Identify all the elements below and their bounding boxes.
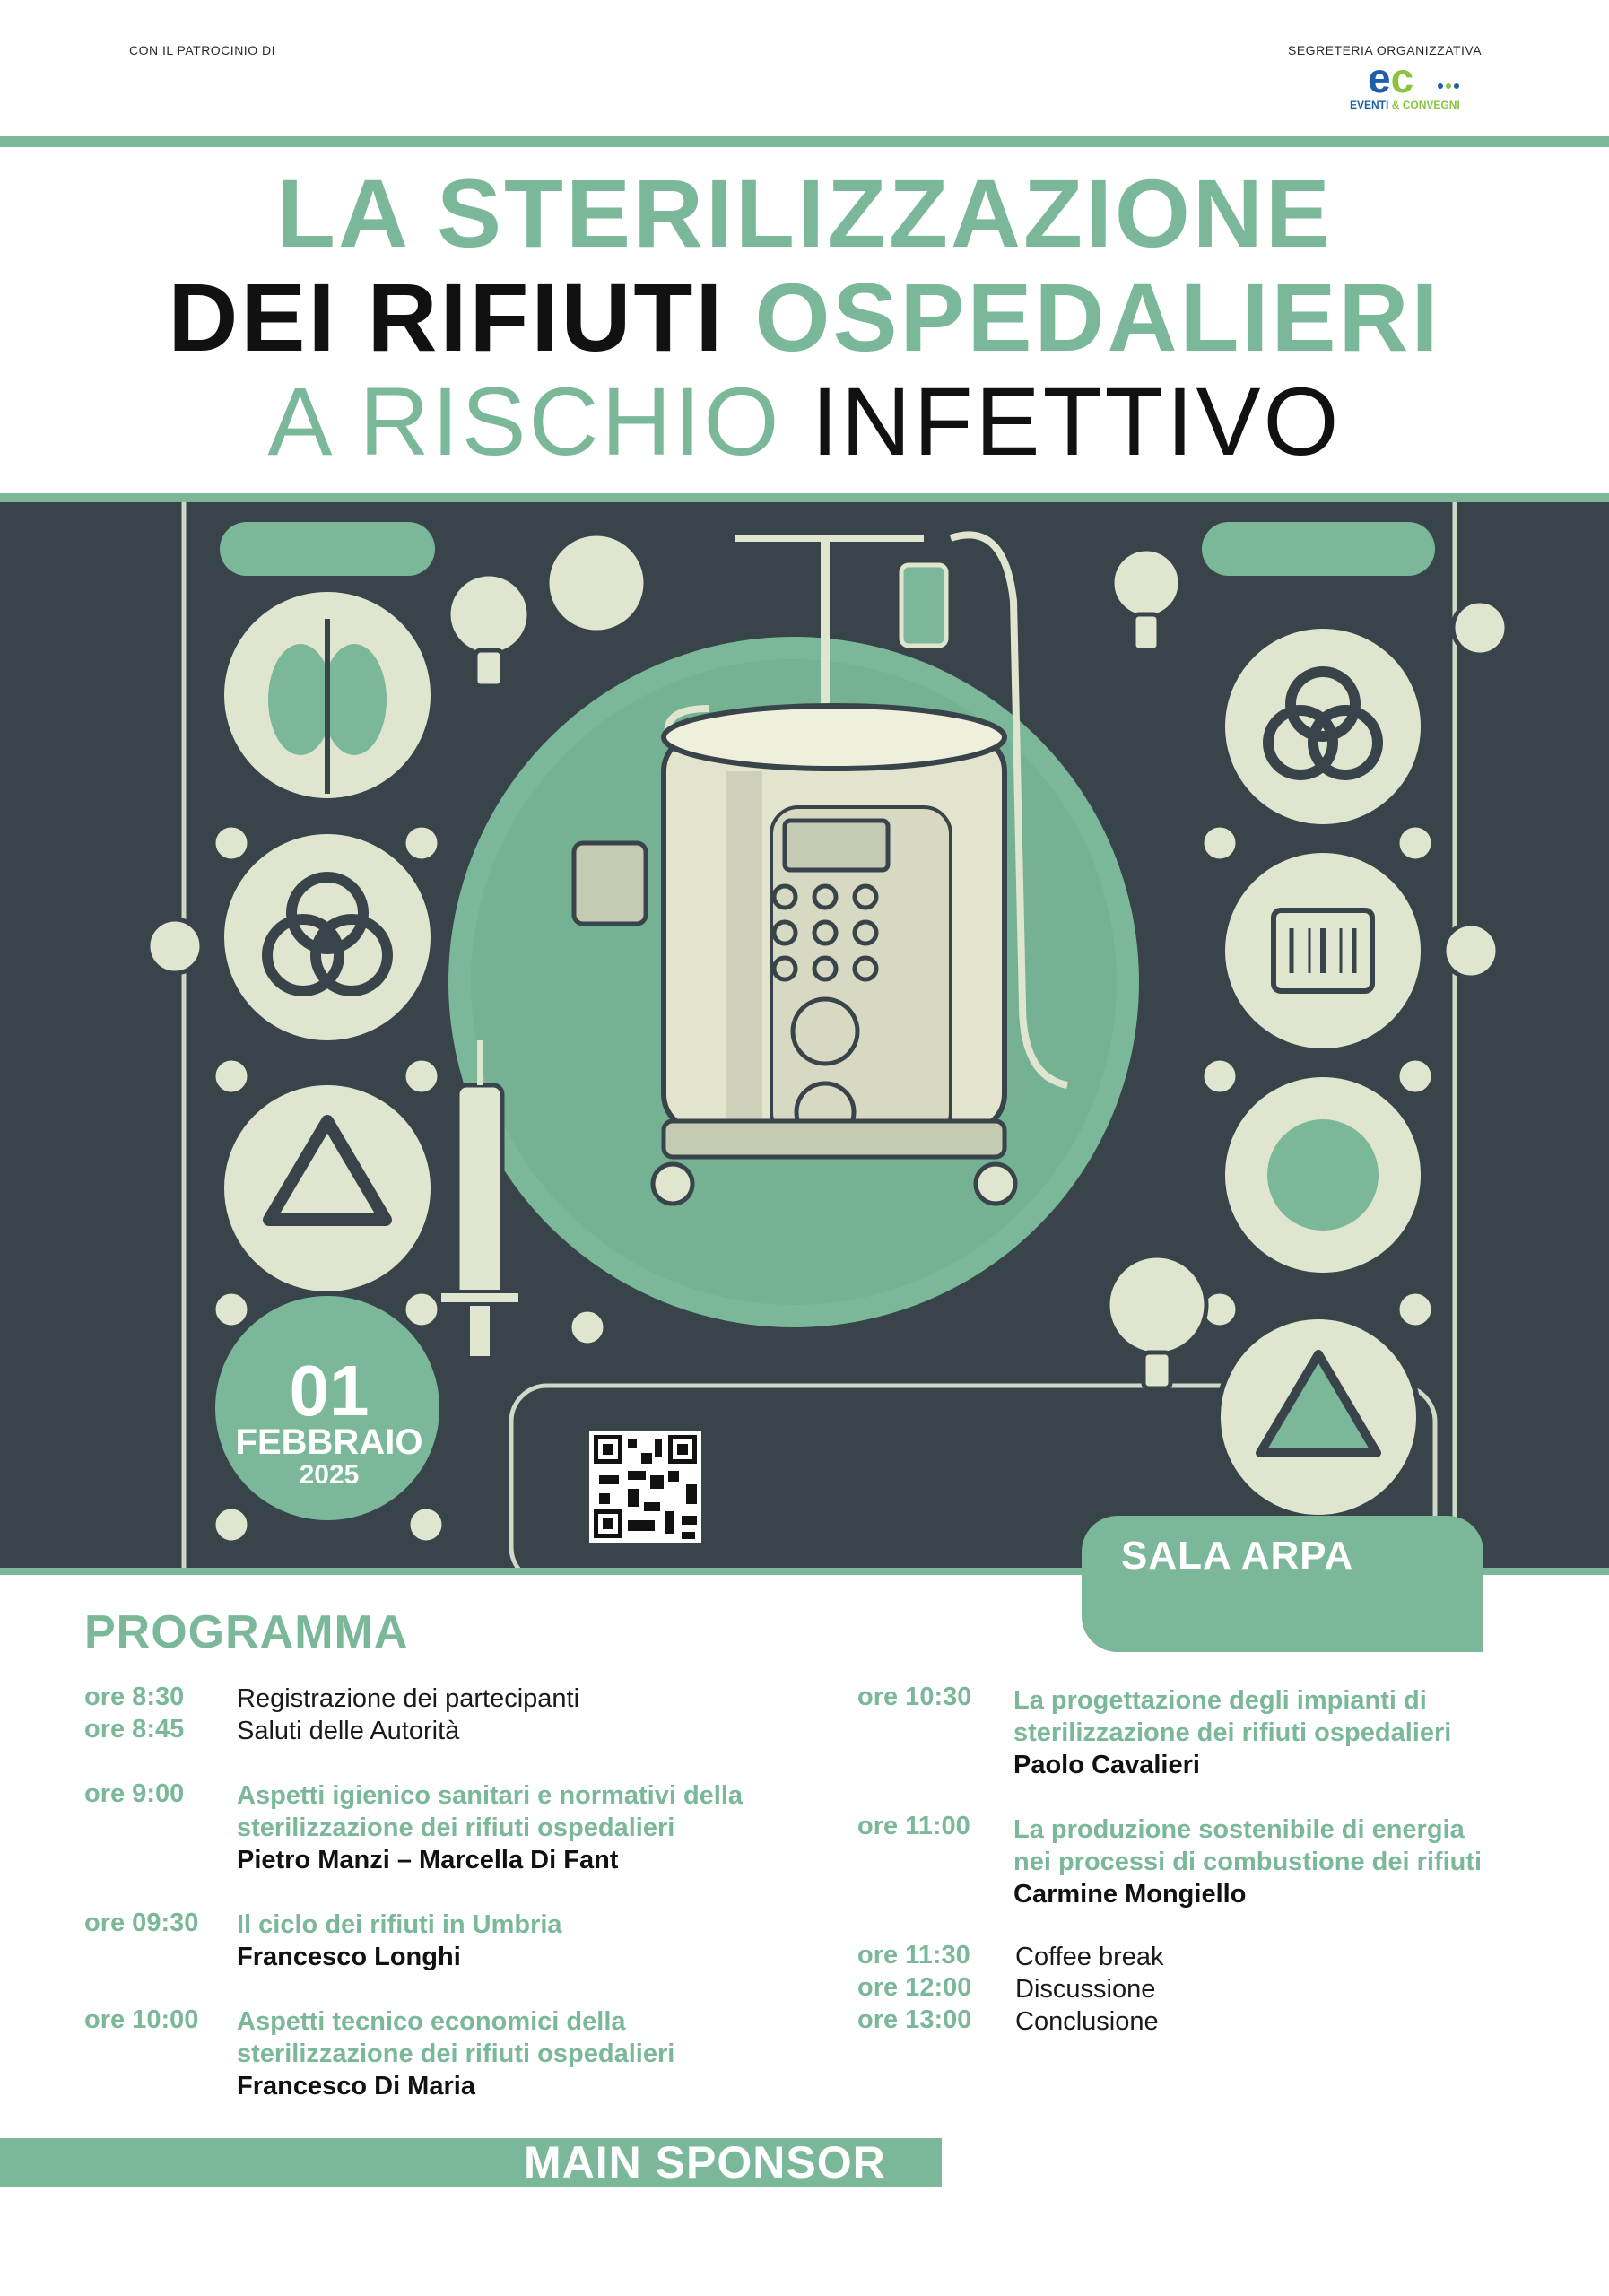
program-item: Coffee break [1015,1943,1164,1971]
logo-text-amp: & [1391,99,1400,111]
program-time: ore 11:30 [857,1941,970,1970]
logo-text-convegni: CONVEGNI [1402,99,1460,111]
venue-badge [1082,1516,1483,1652]
program-time: ore 9:00 [84,1779,185,1808]
program-item: Conclusione [1015,2007,1159,2036]
program-speaker: Pietro Manzi – Marcella Di Fant [237,1846,619,1874]
title-line-2-a: DEI RIFIUTI [168,263,726,371]
title-line-2-b: OSPEDALIERI [754,263,1441,371]
illustration-top-rule [0,493,1609,502]
program-time: ore 11:00 [857,1812,970,1840]
logo-dots-icon [1438,77,1462,93]
qr-code-icon [589,1431,701,1543]
title-line-2 [0,265,1609,370]
logo-mark-e: e [1368,55,1391,101]
event-month: FEBBRAIO [235,1422,423,1462]
logo-mark-c: c [1390,55,1414,101]
biohazard-medallion-icon [222,831,433,1043]
lungs-medallion-icon [222,589,433,801]
program-time: ore 8:45 [84,1715,185,1744]
event-year: 2025 [299,1460,360,1490]
title-line-3-a: A RISCHIO [267,367,782,475]
program-speaker: Carmine Mongiello [1013,1880,1247,1909]
title-line-3-b: INFETTIVO [811,367,1342,475]
program-heading: PROGRAMMA [84,1606,409,1658]
event-day: 01 [289,1351,370,1431]
program-speaker: Francesco Longhi [237,1943,461,1971]
program-time: ore 12:00 [857,1973,972,2002]
program-topic: sterilizzazione dei rifiuti ospedalieri [237,1813,675,1842]
program-topic: La produzione sostenibile di energia [1013,1815,1465,1844]
program-time: ore 10:30 [857,1683,972,1711]
face-medallion-icon [1222,1074,1423,1275]
program-time: ore 10:00 [84,2005,199,2034]
logo-mark [1368,57,1413,99]
biohazard-medallion-icon-right [1222,626,1423,827]
venue-label: SALA ARPA [1121,1534,1354,1578]
recycle-medallion-icon-right [1218,1317,1419,1518]
program-item: Registrazione dei partecipanti [237,1684,580,1713]
logo-wordmark [1350,99,1460,111]
title-line-3 [0,367,1609,475]
program-topic: Il ciclo dei rifiuti in Umbria [237,1910,562,1939]
program-item: Discussione [1015,1975,1156,2004]
program-time: ore 8:30 [84,1683,185,1711]
program-item: Saluti delle Autorità [237,1717,460,1745]
sponsor-label: MAIN SPONSOR [524,2137,886,2187]
title-line-1: LA STERILIZZAZIONE [276,159,1333,267]
program-speaker: Francesco Di Maria [237,2072,475,2100]
organizer-label: SEGRETERIA ORGANIZZATIVA [1288,43,1483,57]
top-rule [0,136,1609,147]
program-speaker: Paolo Cavalieri [1013,1751,1200,1779]
program-topic: nei processi di combustione dei rifiuti [1013,1848,1483,1876]
program-topic: Aspetti tecnico economici della [237,2007,626,2036]
patronage-label: CON IL PATROCINIO DI [129,43,275,57]
logo-text-eventi: EVENTI [1350,99,1389,111]
organizer-logo [1350,57,1484,117]
barcode-medallion-icon [1222,850,1423,1051]
program-topic: Aspetti igienico sanitari e normativi della [237,1781,744,1810]
program-topic: sterilizzazione dei rifiuti ospedalieri [237,2039,675,2068]
recycle-medallion-icon-left [222,1083,433,1294]
program-time: ore 09:30 [84,1909,199,1937]
program-topic: sterilizzazione dei rifiuti ospedalieri [1013,1718,1452,1747]
program-topic: La progettazione degli impianti di [1013,1686,1427,1715]
program-time: ore 13:00 [857,2005,972,2034]
